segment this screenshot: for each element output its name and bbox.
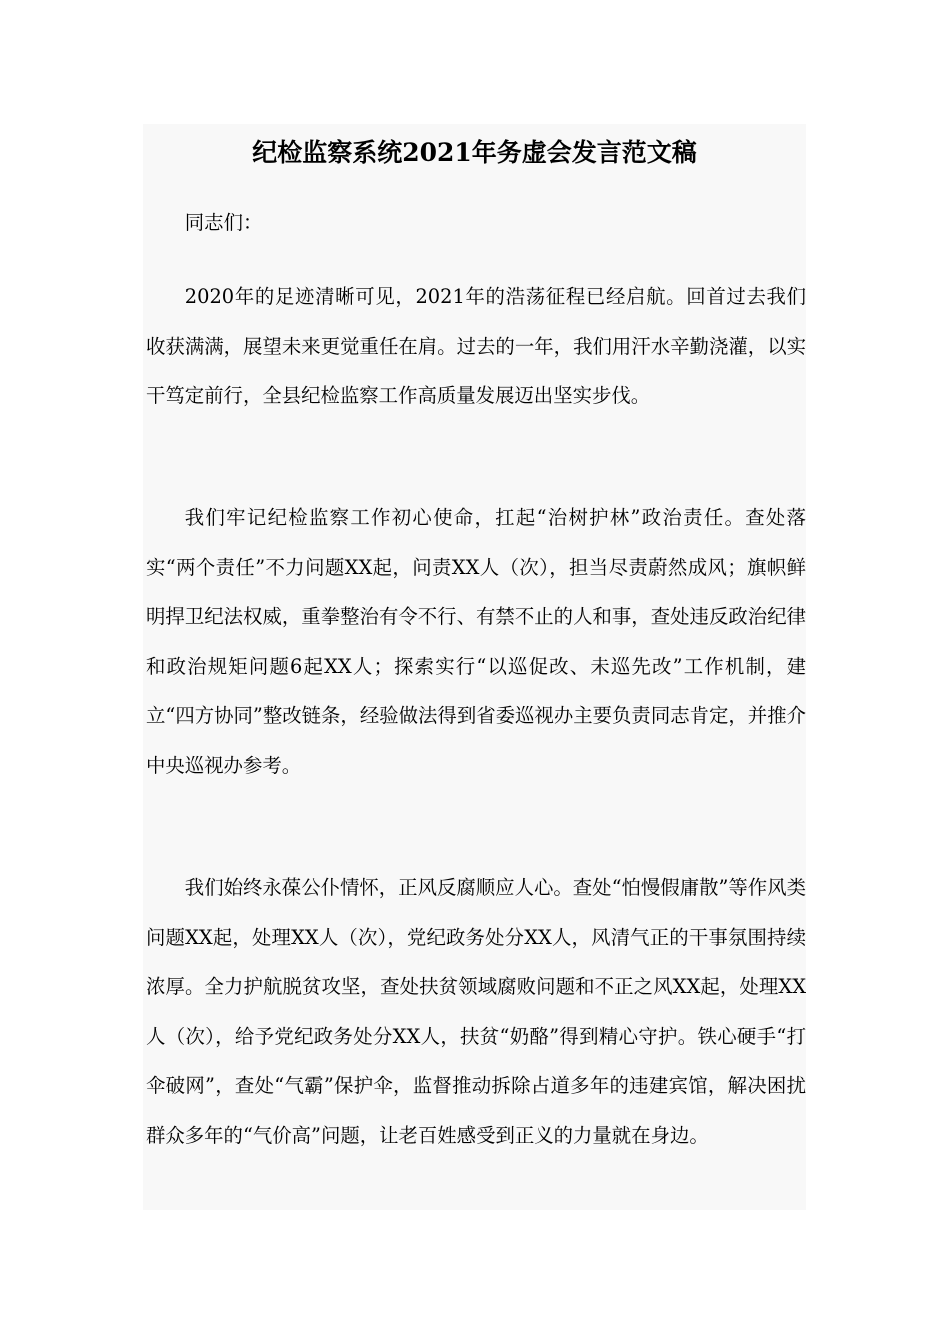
greeting: 同志们：	[184, 211, 263, 234]
paragraph-1: 2020年的足迹清晰可见，2021年的浩荡征程已经启航。回首过去我们收获满满，展望未来更觉重任在肩。过去的一年，我们用汗水辛勤浇灌，以实干笃定前行，全县纪检监察工作高质量发展迈出坚实步伐。	[146, 285, 806, 407]
paragraph-2: 我们牢记纪检监察工作初心使命，扛起“治树护林”政治责任。查处落实“两个责任”不力问题XX起，问责XX人（次），担当尽责蔚然成风；旗帜鲜明捍卫纪法权威，重拳整治有令不行、有禁不止的人和事，查处违反政治纪律和政治规矩问题6起XX人；探索实行“以巡促改、未巡先改”工作机制，建立“四方协同”整改链条，经验做法得到省委巡视办主要负责同志肯定，并推介中央巡视办参考。	[146, 506, 806, 777]
paragraph-3: 我们始终永葆公仆情怀，正风反腐顺应人心。查处“怕慢假庸散”等作风类问题XX起，处理XX人（次），党纪政务处分XX人，风清气正的干事氛围持续浓厚。全力护航脱贫攻坚，查处扶贫领域腐败问题和不正之风XX起，处理XX人（次），给予党纪政务处分XX人，扶贫“奶酪”得到精心守护。铁心硬手“打伞破网”，查处“气霸”保护伞，监督推动拆除占道多年的违建宾馆，解决困扰群众多年的“气价高”问题，让老百姓感受到正义的力量就在身边。	[146, 876, 806, 1147]
document-title: 纪检监察系统2021年务虚会发言范文稿	[252, 138, 697, 167]
